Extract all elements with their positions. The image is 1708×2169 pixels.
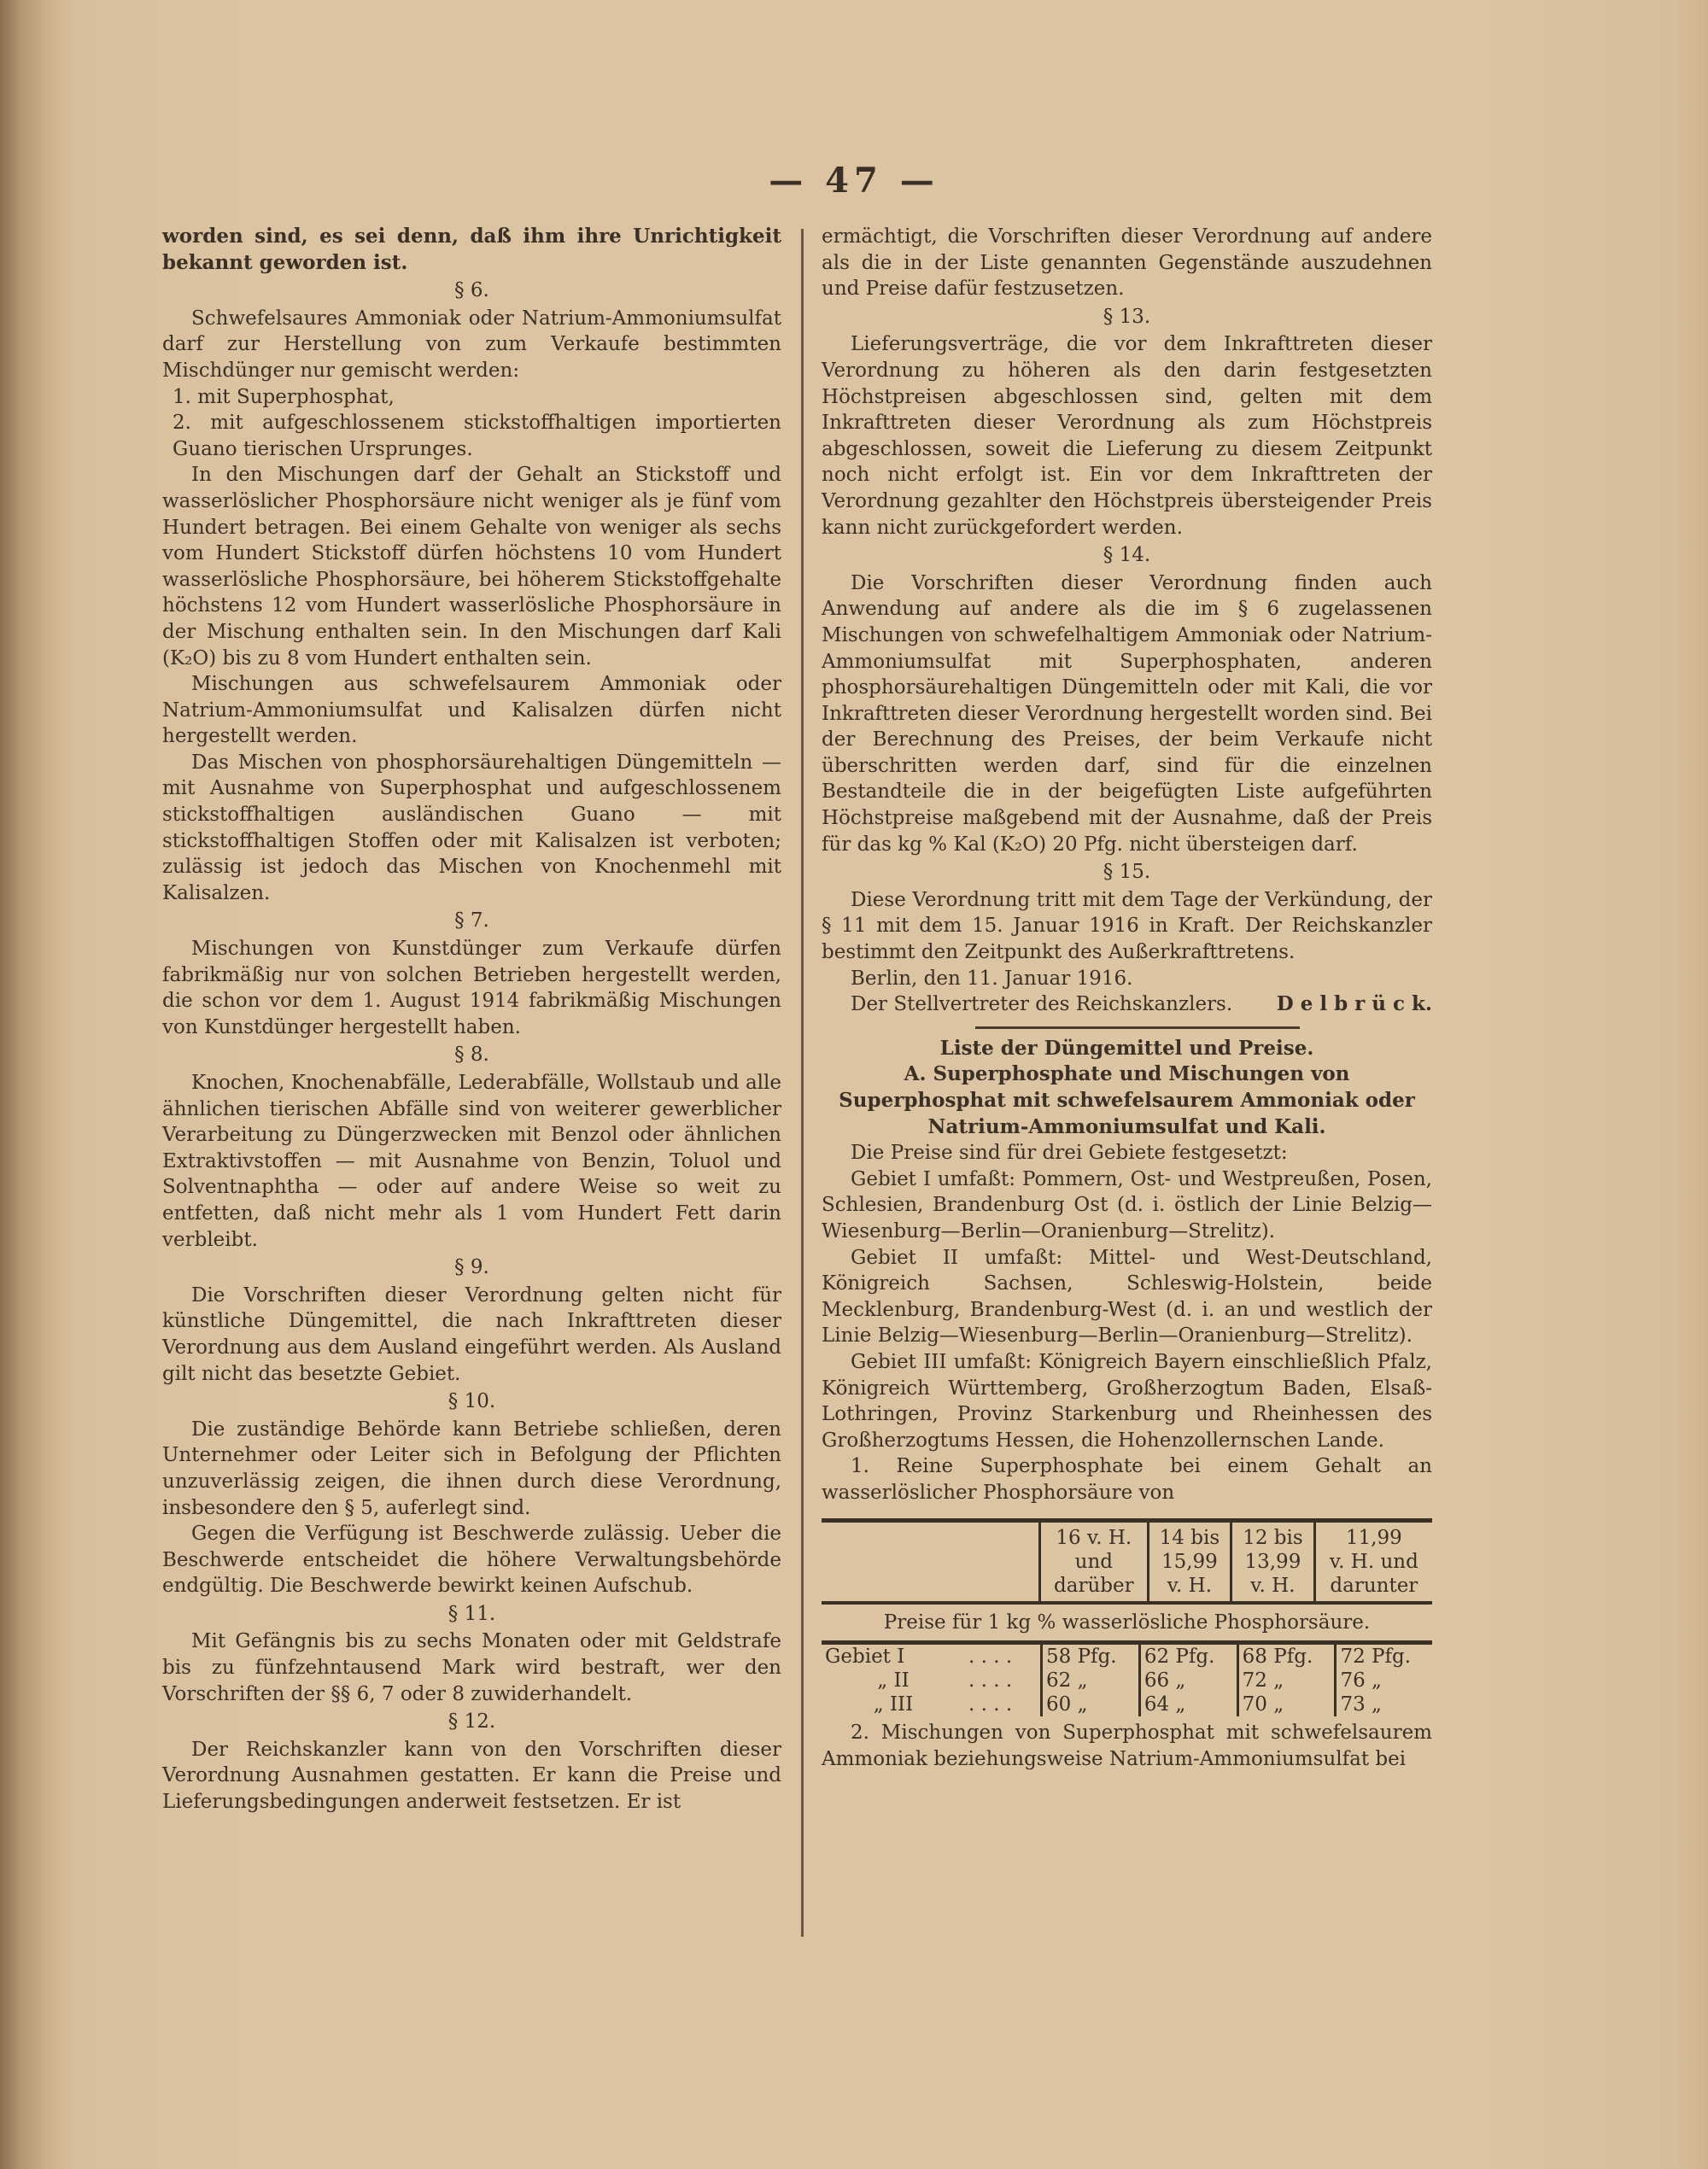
list-title: Liste der Düngemittel und Preise. xyxy=(939,1036,1314,1060)
left-column xyxy=(162,224,781,1815)
price-cell: 73 „ xyxy=(1336,1693,1432,1716)
paragraph: Das Mischen von phosphorsäurehaltigen Düngemitteln — mit Ausnahme von Superphosphat und aufgeschlossenem stickstoffhaltigen ausländischen Guano — mit stickstoffhaltigen Stoffen oder mit Kalisalzen ist verboten; zulässig ist jedoch das Mischen von Knochenmehl mit Kalisalzen. xyxy=(162,751,781,904)
intro-text: worden sind, es sei denn, daß ihm ihre Unrichtigkeit bekannt geworden ist. xyxy=(162,225,781,274)
region-2: Gebiet II umfaßt: Mittel- und West-Deutschland, Königreich Sachsen, Schleswig-Holstein, beide Mecklenburg, Brandenburg-West (d. i. an und westlich der Linie Belzig—Wiesenburg—Berlin—Oranienburg—Strelitz). xyxy=(822,1246,1432,1348)
paragraph: ermächtigt, die Vorschriften dieser Verordnung auf andere als die in der Liste genannten Gegenstände auszudehnen und Preise dafür festzusetzen. xyxy=(822,225,1432,301)
paragraph: Die Vorschriften dieser Verordnung finden auch Anwendung auf andere als die im § 6 zugelassenen Mischungen von schwefelhaltigem Ammoniak oder Natrium-Ammoniumsulfat mit Superphosphaten, anderen phosphorsäurehaltigen Düngemitteln oder mit Kali, die vor Inkrafttreten dieser Verordnung hergestellt worden sind. Bei der Berechnung des Preises, der beim Verkaufe nicht überschritten werden darf, sind für die einzelnen Bestandteile die in der beigefügten Liste aufgeführten Höchstpreise maßgebend mit der Ausnahme, daß der Preis für das kg % Kal (K₂O) 20 Pfg. nicht übersteigen darf. xyxy=(822,571,1432,856)
table-row xyxy=(822,1693,1432,1716)
header-line: 12 bis xyxy=(1243,1526,1303,1549)
section-heading-7: § 7. xyxy=(454,909,489,932)
section-a-heading: A. Superphosphate und Mischungen von Superphosphat mit schwefelsaurem Ammoniak oder Natrium-Ammoniumsulfat und Kali. xyxy=(839,1062,1415,1138)
paragraph: Mit Gefängnis bis zu sechs Monaten oder mit Geldstrafe bis zu fünfzehntausend Mark wird bestraft, wer den Vorschriften der §§ 6, 7 oder 8 zuwiderhandelt. xyxy=(162,1630,781,1705)
list-item: 1. mit Superphosphat, xyxy=(173,385,395,408)
table-caption: Preise für 1 kg % wasserlösliche Phosphorsäure. xyxy=(883,1611,1371,1634)
paragraph: Die Preise sind für drei Gebiete festgesetzt: xyxy=(851,1142,1288,1165)
paragraph: Mischungen aus schwefelsaurem Ammoniak oder Natrium-Ammoniumsulfat und Kalisalzen dürfen nicht hergestellt werden. xyxy=(162,673,781,748)
paragraph: Lieferungsverträge, die vor dem Inkrafttreten dieser Verordnung zu höheren als den darin festgesetzten Höchstpreisen abgeschlossen sind, gelten mit dem Inkrafttreten dieser Verordnung als zum Höchstpreis abgeschlossen, soweit die Lieferung zu diesem Zeitpunkt noch nicht erfolgt ist. Ein vor dem Inkrafttreten der Verordnung gezahlter den Höchstpreis übersteigender Preis kann nicht zurückgefordert werden. xyxy=(822,333,1432,539)
header-line: 13,99 xyxy=(1244,1550,1301,1573)
row-dots: . . . . xyxy=(968,1669,1013,1693)
header-line: v. H. xyxy=(1250,1574,1296,1597)
column-divider xyxy=(801,229,804,1937)
table-row xyxy=(822,1669,1432,1693)
row-dots: . . . . xyxy=(968,1693,1013,1716)
paragraph: In den Mischungen darf der Gehalt an Stickstoff und wasserlöslicher Phosphorsäure nicht weniger als je fünf vom Hundert betragen. Bei einem Gehalte von weniger als sechs vom Hundert Stickstoff dürfen höchstens 10 vom Hundert wasserlösliche Phosphorsäure, bei höherem Stickstoffgehalte höchstens 12 vom Hundert wasserlösliche Phosphorsäure in der Mischung enthalten sein. In den Mischungen darf Kali (K₂O) bis zu 8 vom Hundert enthalten sein. xyxy=(162,464,781,669)
paragraph: Die zuständige Behörde kann Betriebe schließen, deren Unternehmer oder Leiter sich in Befolgung der Pflichten unzuverlässig zeigen, die ihnen durch diese Verordnung, insbesondere den § 5, auferlegt sind. xyxy=(162,1418,781,1519)
section-heading-13: § 13. xyxy=(1103,305,1151,328)
section-heading-9: § 9. xyxy=(454,1256,489,1279)
price-cell: 68 Pfg. xyxy=(1237,1643,1336,1669)
paragraph: Diese Verordnung tritt mit dem Tage der Verkündung, der § 11 mit dem 15. Januar 1916 in Kraft. Der Reichskanzler bestimmt den Zeitpunkt des Außerkrafttretens. xyxy=(822,888,1432,964)
signature-line xyxy=(822,991,1432,1018)
row-label: „ III xyxy=(873,1693,914,1716)
header-line: darunter xyxy=(1330,1574,1418,1597)
section-heading-15: § 15. xyxy=(1103,861,1151,884)
header-line: v. H. xyxy=(1167,1574,1213,1597)
row-label: „ II xyxy=(877,1669,910,1693)
paragraph: Die Vorschriften dieser Verordnung gelten nicht für künstliche Düngemittel, die nach Inkrafttreten dieser Verordnung aus dem Ausland eingeführt werden. Als Ausland gilt nicht das besetzte Gebiet. xyxy=(162,1283,781,1385)
section-heading-12: § 12. xyxy=(447,1710,496,1733)
paragraph: Der Reichskanzler kann von den Vorschriften dieser Verordnung Ausnahmen gestatten. Er kann die Preise und Lieferungsbedingungen anderweit festsetzen. Er ist xyxy=(162,1738,781,1814)
section-heading-11: § 11. xyxy=(447,1602,496,1625)
price-cell: 62 Pfg. xyxy=(1139,1643,1237,1669)
paragraph xyxy=(162,224,781,276)
section-heading-10: § 10. xyxy=(447,1390,496,1413)
signatory-title: Der Stellvertreter des Reichskanzlers. xyxy=(851,993,1233,1016)
header-cell xyxy=(1040,1520,1149,1603)
header-line: 11,99 xyxy=(1345,1526,1402,1549)
section-heading-14: § 14. xyxy=(1103,544,1151,567)
item-1: 1. Reine Superphosphate bei einem Gehalt an wasserlöslicher Phosphorsäure von xyxy=(822,1455,1432,1504)
paragraph: Mischungen von Kunstdünger zum Verkaufe dürfen fabrikmäßig nur von solchen Betrieben hergestellt werden, die schon vor dem 1. August 1914 fabrikmäßig Mischungen von Kunstdünger hergestellt haben. xyxy=(162,938,781,1038)
row-dots: . . . . xyxy=(968,1646,1013,1669)
price-cell: 70 „ xyxy=(1237,1693,1336,1716)
list-item: 2. mit aufgeschlossenem stickstoffhaltigen importierten Guano tierischen Ursprunges. xyxy=(173,412,781,460)
empty-cell xyxy=(822,1520,1040,1603)
price-table-header xyxy=(822,1518,1432,1605)
header-cell xyxy=(1314,1520,1432,1603)
price-cell: 64 „ xyxy=(1139,1693,1237,1716)
price-cell: 76 „ xyxy=(1336,1669,1432,1693)
price-cell: 58 Pfg. xyxy=(1042,1643,1140,1669)
price-cell: 60 „ xyxy=(1042,1693,1140,1716)
header-line: und xyxy=(1074,1550,1113,1573)
section-heading-6: § 6. xyxy=(454,279,489,302)
region-1: Gebiet I umfaßt: Pommern, Ost- und Westpreußen, Posen, Schlesien, Brandenburg Ost (d. i. östlich der Linie Belzig—Wiesenburg—Berlin—Oranienburg—Strelitz). xyxy=(822,1167,1432,1242)
header-line: v. H. und xyxy=(1329,1550,1418,1573)
table-row xyxy=(822,1643,1432,1669)
place-date: Berlin, den 11. Januar 1916. xyxy=(851,967,1133,990)
header-cell xyxy=(1148,1520,1231,1603)
signatory-name: D e l b r ü c k. xyxy=(1276,992,1432,1016)
paragraph: Knochen, Knochenabfälle, Lederabfälle, Wollstaub und alle ähnlichen tierischen Abfälle sind von weiterer gewerblicher Verarbeitung zu Düngerzwecken mit Benzol oder ähnlichen Extraktivstoffen — mit Ausnahme von Benzin, Toluol und Solventnaphtha — oder auf andere Weise so weit zu entfetten, daß nicht mehr als 1 vom Hundert Fett darin verbleibt. xyxy=(162,1072,781,1251)
divider-rule xyxy=(975,1026,1300,1029)
row-label: Gebiet I xyxy=(825,1646,905,1669)
price-cell: 72 Pfg. xyxy=(1336,1643,1432,1669)
paragraph: Gegen die Verfügung ist Beschwerde zulässig. Ueber die Beschwerde entscheidet die höhere Verwaltungsbehörde endgültig. Die Beschwerde bewirkt keinen Aufschub. xyxy=(162,1523,781,1598)
paragraph: Schwefelsaures Ammoniak oder Natrium-Ammoniumsulfat darf zur Herstellung von zum Verkaufe bestimmten Mischdünger nur gemischt werden: xyxy=(162,307,781,382)
header-line: darüber xyxy=(1054,1574,1134,1597)
item-2: 2. Mischungen von Superphosphat mit schwefelsaurem Ammoniak beziehungsweise Natrium-Ammoniumsulfat bei xyxy=(822,1722,1432,1770)
header-cell xyxy=(1231,1520,1315,1603)
section-heading-8: § 8. xyxy=(454,1044,489,1067)
price-cell: 66 „ xyxy=(1139,1669,1237,1693)
price-cell: 62 „ xyxy=(1042,1669,1140,1693)
header-line: 14 bis xyxy=(1159,1526,1220,1549)
header-line: 16 v. H. xyxy=(1056,1526,1132,1549)
page-number: — 47 — xyxy=(769,161,939,201)
region-3: Gebiet III umfaßt: Königreich Bayern einschließlich Pfalz, Königreich Württemberg, Großherzogtum Baden, Elsaß-Lothringen, Provinz Starkenburg und Rheinhessen des Großherzogtums Hessen, die Hohenzollernschen Lande. xyxy=(822,1350,1432,1452)
header-line: 15,99 xyxy=(1161,1550,1218,1573)
right-column xyxy=(822,224,1432,1772)
price-table-body xyxy=(822,1640,1432,1716)
price-cell: 72 „ xyxy=(1237,1669,1336,1693)
